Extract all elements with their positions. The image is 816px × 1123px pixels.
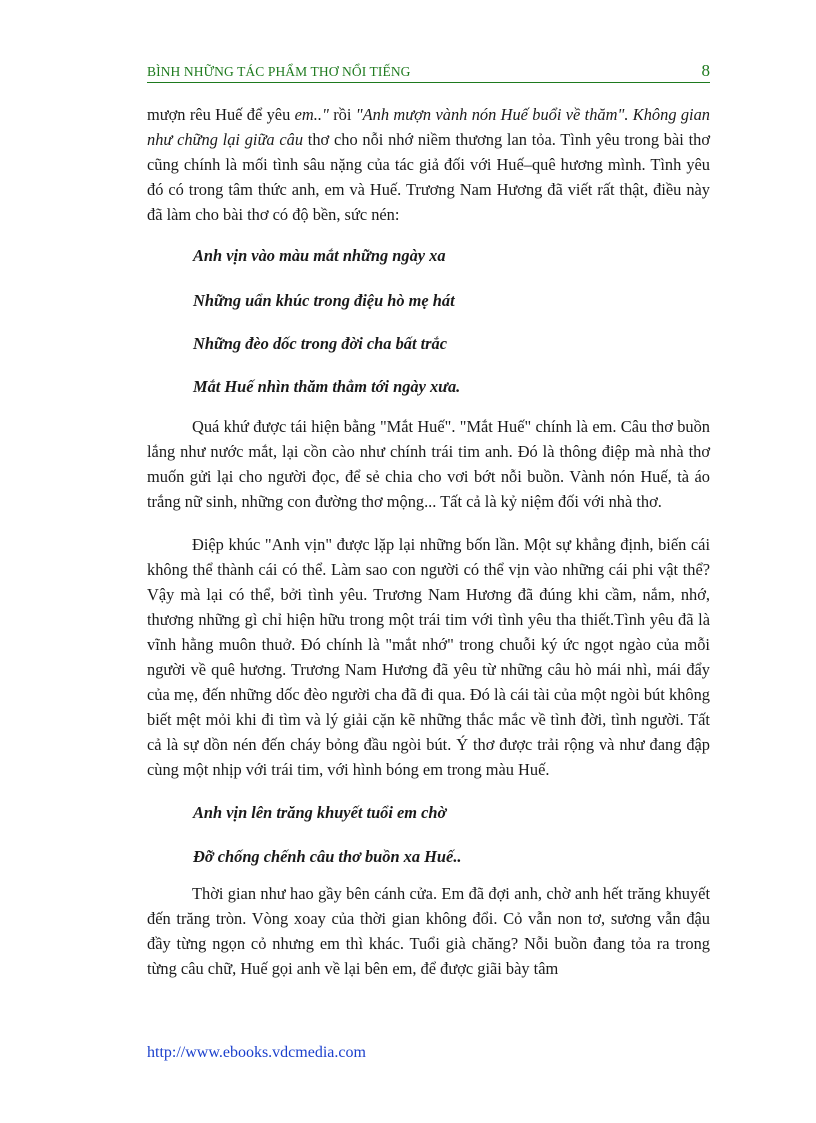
paragraph-1 [147, 102, 710, 227]
verse-line: Những uẩn khúc trong điệu hò mẹ hát [193, 291, 455, 310]
paragraph-3: Điệp khúc "Anh vịn" được lặp lại những bốn lần. Một sự khẳng định, biến cái không thể thành cái có thể. Làm sao con người có thể vịn vào những cái phi vật thể? Vậy mà lại có thể, bởi tình yêu. Trương Nam Hương đã đúng khi cầm, nắm, nhớ, thương những gì chỉ hiện hữu trong một trái tim với tình yêu tha thiết.Tình yêu đã là vĩnh hằng muôn thuở. Đó chính là "mắt nhớ" trong chuỗi ký ức ngọt ngào của mỗi người về quê hương. Trương Nam Hương đã yêu từ những câu hò mái nhì, mái đẩy của mẹ, đến những dốc đèo người cha đã đi qua. Đó là cái tài của một ngòi bút không biết mệt mỏi khi đi tìm và lý giải cặn kẽ những thắc mắc về tình đời, tình người. Tất cả là sự dồn nén đến cháy bỏng đầu ngòi bút. Ý thơ được trải rộng và như đang đập cùng một nhịp với trái tim, với hình bóng em trong màu Huế. [147, 535, 710, 779]
verse-line: Anh vịn vào màu mắt những ngày xa [193, 246, 446, 265]
para1-text-b: rồi [328, 105, 356, 124]
verse-block-1 [147, 243, 710, 399]
verse-line: Đỡ chống chếnh câu thơ buồn xa Huế.. [193, 847, 462, 866]
verse-line: Mắt Huế nhìn thăm thẳm tới ngày xưa. [193, 377, 461, 396]
para1-italic-a: em.." [294, 105, 329, 124]
paragraph-4: Thời gian như hao gầy bên cánh cửa. Em đã đợi anh, chờ anh hết trăng khuyết đến trăng tròn. Vòng xoay của thời gian không đổi. Cỏ vẫn non tơ, sương vẫn đậu đầy từng ngọn cỏ nhưng em thì khác. Tuổi già chăng? Nỗi buồn đang tỏa ra trong từng câu chữ, Huế gọi anh về lại bên em, để được giãi bày tâm [147, 884, 710, 978]
page-number: 8 [701, 61, 710, 80]
page-content [147, 102, 710, 981]
page-header [147, 62, 710, 83]
verse-block-2 [147, 800, 710, 869]
para1-italic-b: "Anh mượn vành nón Huế buổi về thăm". Không gian như chững lại giữa câu [147, 105, 711, 149]
para1-text-a: mượn rêu Huế để yêu [147, 105, 295, 124]
verse-line: Anh vịn lên trăng khuyết tuổi em chờ [193, 803, 447, 822]
footer-link[interactable]: http://www.ebooks.vdcmedia.com [147, 1044, 366, 1061]
paragraph-2: Quá khứ được tái hiện bằng "Mắt Huế". "Mắt Huế" chính là em. Câu thơ buồn lắng như nước mắt, lại cồn cào như chính trái tim anh. Đó là thông điệp mà nhà thơ muốn gửi lại cho người đọc, để sẻ chia cho vơi bớt nỗi buồn. Vành nón Huế, tà áo trắng nữ sinh, những con đường thơ mộng... Tất cả là kỷ niệm đối với nhà thơ. [147, 417, 710, 511]
verse-line: Những đèo dốc trong đời cha bất trắc [193, 334, 448, 353]
book-title: BÌNH NHỮNG TÁC PHẨM THƠ NỔI TIẾNG [147, 64, 411, 79]
para1-text-c: thơ cho nỗi nhớ niềm thương lan tỏa. Tình yêu trong bài thơ cũng chính là mối tình sâu nặng của tác giả đối với Huế–quê hương mình. Tình yêu đó có trong tâm thức anh, em và Huế. Trương Nam Hương đã viết rất thật, điều này đã làm cho bài thơ có độ bền, sức nén: [147, 130, 710, 224]
